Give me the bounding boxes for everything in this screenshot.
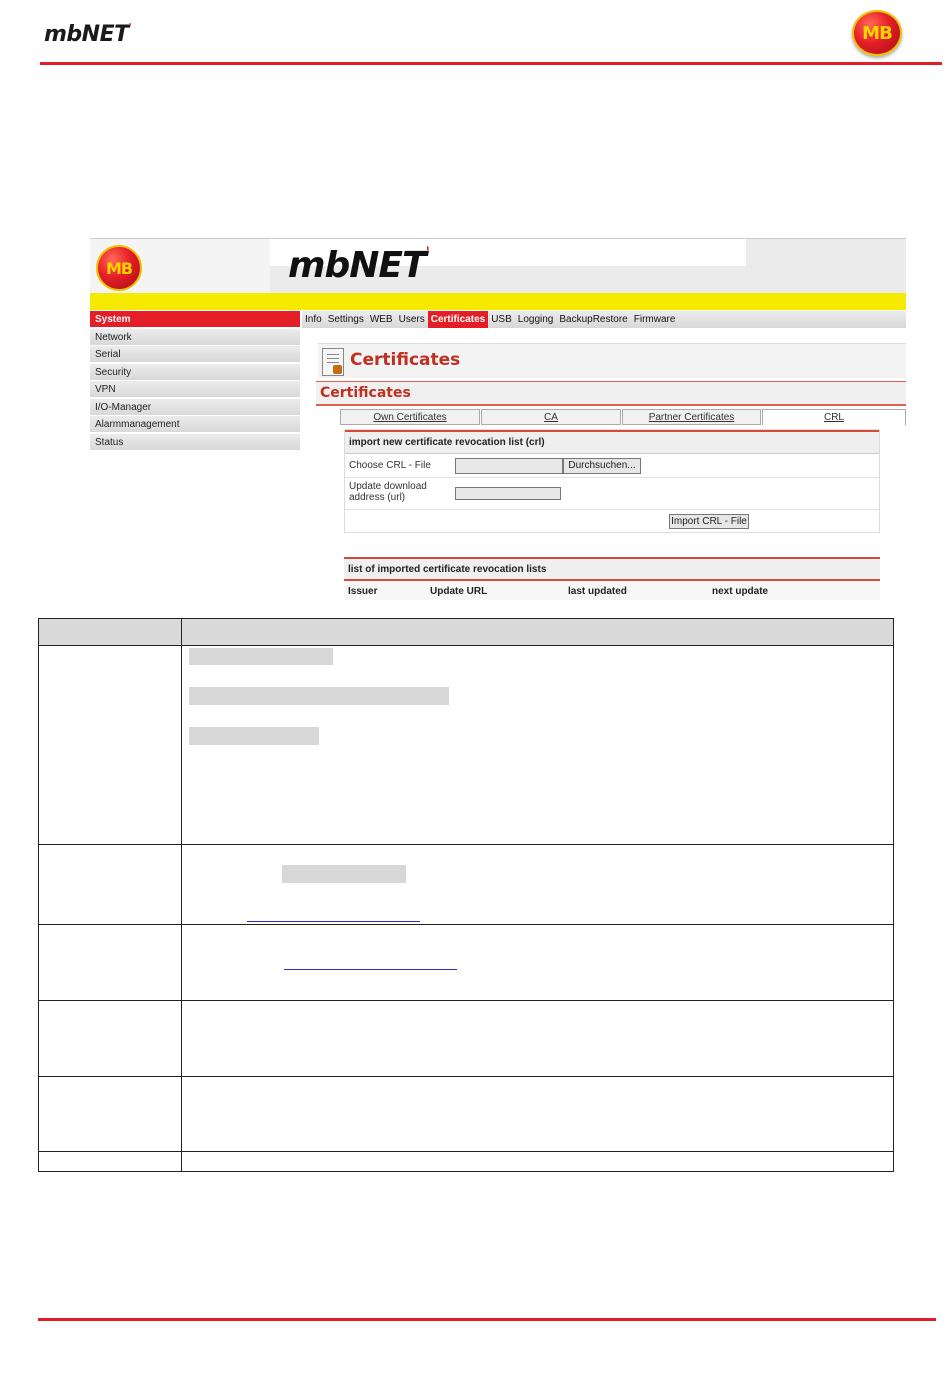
subtab-ca[interactable]: CA	[481, 409, 621, 425]
section-title: Certificates	[320, 385, 411, 401]
table-header-row	[39, 619, 893, 646]
header-rule	[40, 62, 942, 65]
choose-file-row	[345, 454, 879, 478]
tab-firmware[interactable]: Firmware	[633, 314, 676, 325]
subtab-crl[interactable]: CRL	[762, 409, 906, 425]
footer-rule	[38, 1318, 936, 1321]
page-title: Certificates	[350, 350, 461, 370]
app-header	[90, 239, 906, 293]
description-table	[38, 618, 894, 1172]
browse-button[interactable]: Durchsuchen...	[563, 458, 641, 474]
import-crl-panel	[344, 429, 880, 533]
sub-tabs	[340, 409, 906, 425]
tab-logging[interactable]: Logging	[517, 314, 554, 325]
sidebar-item-alarmmanagement[interactable]: Alarmmanagement	[90, 416, 300, 433]
top-tab-bar	[302, 311, 906, 328]
column-issuer: Issuer	[348, 586, 378, 597]
brand-logo: mbNET'	[44, 22, 132, 47]
subtab-own-certificates[interactable]: Own Certificates	[340, 409, 480, 425]
column-next-update: next update	[712, 586, 769, 597]
tab-users[interactable]: Users	[398, 314, 425, 325]
certificate-document-icon	[322, 348, 344, 376]
choose-file-label: Choose CRL - File	[349, 460, 431, 471]
sidebar-item-serial[interactable]: Serial	[90, 346, 300, 363]
redacted-link[interactable]	[284, 969, 457, 970]
app-mb-badge: MB	[96, 245, 142, 291]
tab-info[interactable]: Info	[305, 314, 322, 325]
section-title-bar	[316, 381, 906, 406]
tab-certificates[interactable]: Certificates	[428, 311, 488, 328]
crl-file-input[interactable]	[455, 458, 563, 474]
tab-backuprestore[interactable]: BackupRestore	[559, 314, 628, 325]
tab-web[interactable]: WEB	[369, 314, 393, 325]
tab-usb[interactable]: USB	[491, 314, 512, 325]
redacted-text	[189, 687, 449, 705]
sidebar-item-status[interactable]: Status	[90, 434, 300, 451]
update-url-label: Update download address (url)	[349, 481, 427, 503]
tab-settings[interactable]: Settings	[327, 314, 364, 325]
mb-logo-badge: MB	[852, 10, 902, 56]
redacted-text	[189, 648, 333, 665]
import-button-row	[345, 510, 879, 532]
subtab-partner-certificates[interactable]: Partner Certificates	[622, 409, 761, 425]
imported-crl-list-panel	[344, 557, 880, 600]
list-column-headers	[344, 581, 880, 600]
import-panel-title: import new certificate revocation list (crl)	[345, 430, 879, 454]
update-url-input[interactable]	[455, 487, 561, 500]
sidebar	[90, 311, 300, 451]
embedded-screenshot	[90, 238, 906, 600]
sidebar-item-io-manager[interactable]: I/O-Manager	[90, 399, 300, 416]
list-panel-title: list of imported certificate revocation lists	[344, 557, 880, 581]
yellow-bar	[90, 293, 906, 310]
redacted-link[interactable]	[247, 921, 420, 922]
sidebar-item-security[interactable]: Security	[90, 364, 300, 381]
page-title-bar	[318, 343, 906, 378]
column-last-updated: last updated	[568, 586, 627, 597]
sidebar-item-vpn[interactable]: VPN	[90, 381, 300, 398]
redacted-text	[282, 865, 406, 883]
import-crl-button[interactable]: Import CRL - File	[669, 514, 749, 529]
update-url-row	[345, 478, 879, 510]
app-brand-logo: mbNET'	[288, 245, 429, 286]
column-update-url: Update URL	[430, 586, 488, 597]
redacted-text	[189, 727, 319, 745]
sidebar-item-system[interactable]: System	[90, 311, 300, 328]
sidebar-item-network[interactable]: Network	[90, 329, 300, 346]
